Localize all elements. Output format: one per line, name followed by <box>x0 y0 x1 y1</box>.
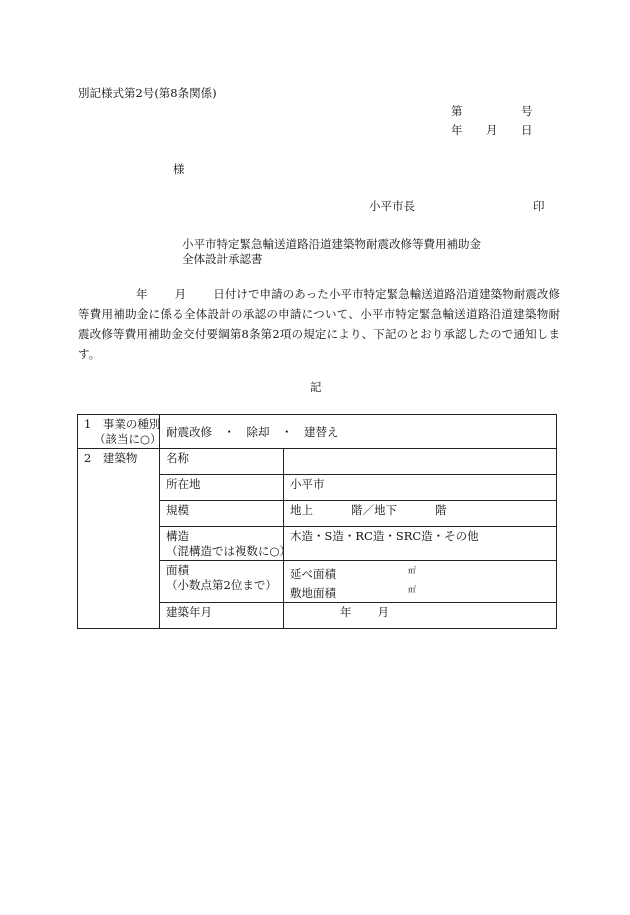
built-month: 月 <box>377 605 389 619</box>
scale-label: 規模 <box>160 501 284 527</box>
body-text: 日付けで申請のあった小平市特定緊急輸送道路沿道建築物耐震改修等費用補助金に係る全体設計の承認の申請について、小平市特定緊急輸送道路沿道建築物耐震改修等費用補助金交付要綱第8条第2項の規定により、下記のとおり承認したので通知します。 <box>78 287 560 361</box>
project-type-label <box>78 415 160 449</box>
scale-field[interactable] <box>284 501 557 527</box>
site-area-unit: ㎡ <box>408 585 416 594</box>
addressee-sama: 様 <box>173 162 185 176</box>
body-paragraph <box>78 284 560 364</box>
project-type-label-line2: （該当に○） <box>94 432 162 446</box>
built-date-label: 建築年月 <box>160 603 284 629</box>
body-month: 月 <box>174 287 187 301</box>
doc-number-prefix: 第 <box>451 104 463 118</box>
seal-mark: 印 <box>533 199 545 213</box>
table-row <box>78 415 557 449</box>
site-area-label: 敷地面積 <box>290 586 336 600</box>
date-day: 日 <box>521 123 533 137</box>
project-type-options[interactable]: 耐震改修 ・ 除却 ・ 建替え <box>160 415 557 449</box>
building-label: 2 建築物 <box>78 449 160 629</box>
total-floor-area-label: 延べ面積 <box>290 567 336 581</box>
document-title-line1: 小平市特定緊急輸送道路沿道建築物耐震改修等費用補助金 <box>182 237 481 251</box>
built-date-field[interactable] <box>284 603 557 629</box>
site-area-line <box>290 582 550 601</box>
location-field[interactable] <box>284 475 557 501</box>
date-year: 年 <box>451 123 463 137</box>
document-title-line2: 全体設計承認書 <box>182 252 263 266</box>
table-row <box>78 449 557 475</box>
built-year: 年 <box>340 605 352 619</box>
structure-options[interactable]: 木造・S造・RC造・SRC造・その他 <box>284 527 557 561</box>
total-floor-area-line <box>290 563 550 582</box>
form-table <box>77 414 557 629</box>
area-field[interactable] <box>284 561 557 603</box>
project-type-label-line1: 1 事業の種別 <box>84 417 161 431</box>
scale-floors-underground: 階／地下 <box>351 503 397 517</box>
total-floor-area-unit: ㎡ <box>408 566 416 575</box>
area-label-cell <box>160 561 284 603</box>
scale-above-ground: 地上 <box>290 503 313 517</box>
location-value: 小平市 <box>290 477 325 491</box>
building-name-field[interactable] <box>284 449 557 475</box>
structure-label-cell <box>160 527 292 561</box>
area-note: （小数点第2位まで） <box>166 578 277 592</box>
building-name-label: 名称 <box>160 449 284 475</box>
structure-label: 構造 <box>166 529 189 543</box>
doc-number-suffix: 号 <box>521 104 533 118</box>
structure-note: （混構造では複数に○） <box>166 544 292 558</box>
issuer-title: 小平市長 <box>369 199 415 213</box>
body-year: 年 <box>136 287 148 301</box>
location-label: 所在地 <box>160 475 284 501</box>
scale-floors-suffix: 階 <box>435 503 447 517</box>
area-label: 面積 <box>166 563 189 577</box>
ki-heading: 記 <box>310 380 322 394</box>
form-number: 別記様式第2号(第8条関係) <box>78 86 217 100</box>
date-month: 月 <box>486 123 498 137</box>
